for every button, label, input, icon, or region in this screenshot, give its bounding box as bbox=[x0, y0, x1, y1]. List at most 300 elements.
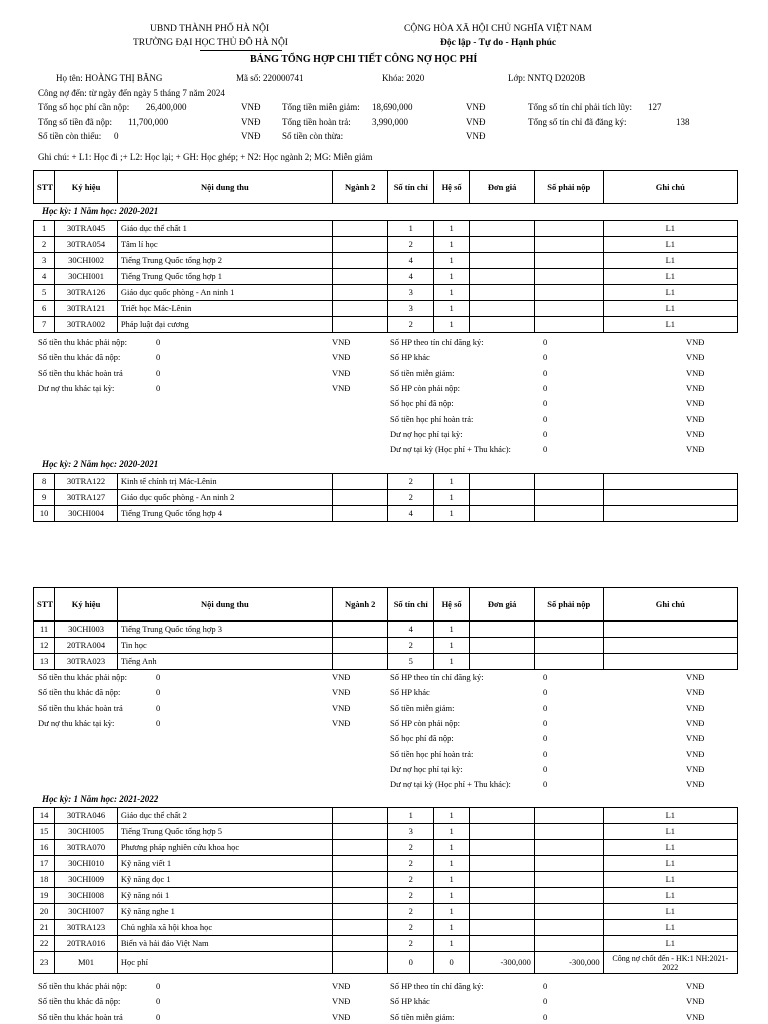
sum-value: 0 bbox=[543, 779, 548, 790]
table-cell: 2 bbox=[388, 920, 433, 936]
sum-label: Số HP khác bbox=[390, 996, 430, 1007]
table-cell bbox=[332, 317, 388, 333]
table-cell: 4 bbox=[34, 269, 55, 285]
vnd-unit: VNĐ bbox=[466, 131, 486, 141]
table-cell bbox=[470, 904, 535, 920]
column-header: STT bbox=[34, 588, 55, 621]
sum-label: Dư nợ tại kỳ (Học phí + Thu khác): bbox=[390, 779, 511, 790]
table-cell bbox=[534, 840, 603, 856]
table-cell: L1 bbox=[603, 317, 737, 333]
shortfall-label: Số tiền còn thiếu: bbox=[38, 131, 102, 141]
table-cell bbox=[603, 506, 737, 522]
table-cell: 1 bbox=[433, 936, 469, 952]
table-cell bbox=[470, 638, 535, 654]
student-id: Mã số: 220000741 bbox=[236, 73, 304, 83]
table-cell: Triết học Mác-Lênin bbox=[117, 301, 332, 317]
header-row bbox=[34, 588, 738, 621]
table-row bbox=[34, 490, 738, 506]
table-cell bbox=[332, 221, 388, 237]
table-cell: 1 bbox=[433, 824, 469, 840]
table-cell: 1 bbox=[433, 506, 469, 522]
exempt-value: 18,690,000 bbox=[372, 102, 413, 112]
fee-paid-value: 11,700,000 bbox=[128, 117, 169, 127]
table-cell bbox=[332, 824, 388, 840]
table-cell bbox=[534, 285, 603, 301]
sum-label: Dư nợ học phí tại kỳ: bbox=[390, 763, 463, 774]
table-cell: L1 bbox=[603, 285, 737, 301]
table-cell bbox=[470, 824, 535, 840]
table-cell: 30CHI005 bbox=[55, 824, 118, 840]
sum-label: Số HP khác bbox=[390, 352, 430, 363]
table-cell bbox=[332, 622, 388, 638]
table-row bbox=[34, 808, 738, 824]
table-cell: 0 bbox=[388, 952, 433, 974]
vnd-unit: VNĐ bbox=[686, 717, 705, 728]
page-title: BẢNG TỔNG HỢP CHI TIẾT CÔNG NỢ HỌC PHÍ bbox=[250, 54, 478, 65]
table-cell: 1 bbox=[433, 237, 469, 253]
sum-label: Dư nợ thu khác tại kỳ: bbox=[38, 382, 115, 393]
vnd-unit: VNĐ bbox=[686, 428, 705, 439]
table-cell: Tiếng Trung Quốc tổng hợp 1 bbox=[117, 269, 332, 285]
vnd-unit: VNĐ bbox=[466, 117, 486, 127]
fee-paid-label: Tổng số tiền đã nộp: bbox=[38, 117, 112, 127]
table-cell: 30TRA122 bbox=[55, 474, 118, 490]
table-cell: 2 bbox=[388, 872, 433, 888]
column-header: Đơn giá bbox=[470, 588, 535, 621]
table-row bbox=[34, 888, 738, 904]
table-cell: 30TRA127 bbox=[55, 490, 118, 506]
table-cell: 2 bbox=[388, 317, 433, 333]
debt-date: Công nợ đến: từ ngày đến ngày 5 tháng 7 năm 2024 bbox=[38, 88, 225, 98]
sum-value: 0 bbox=[156, 702, 161, 713]
sum-value: 0 bbox=[543, 733, 548, 744]
table-cell: Kinh tế chính trị Mác-Lênin bbox=[117, 474, 332, 490]
table-cell: 1 bbox=[433, 474, 469, 490]
sum-label: Số tiền miễn giảm: bbox=[390, 702, 455, 713]
table-row bbox=[34, 920, 738, 936]
table-row bbox=[34, 824, 738, 840]
column-header: Số phải nộp bbox=[534, 588, 603, 621]
table-cell: 1 bbox=[433, 808, 469, 824]
vnd-unit: VNĐ bbox=[332, 382, 351, 393]
table-cell bbox=[603, 654, 737, 670]
table-cell: L1 bbox=[603, 840, 737, 856]
table-cell: 1 bbox=[433, 872, 469, 888]
table-cell: 30CHI001 bbox=[55, 269, 118, 285]
table-cell: L1 bbox=[603, 936, 737, 952]
motto: Độc lập - Tự do - Hạnh phúc bbox=[440, 38, 557, 48]
table-cell bbox=[332, 936, 388, 952]
table-cell: 2 bbox=[388, 888, 433, 904]
vnd-unit: VNĐ bbox=[241, 131, 261, 141]
table-cell: Tiếng Anh bbox=[117, 654, 332, 670]
table-cell: 2 bbox=[34, 237, 55, 253]
sum-value: 0 bbox=[543, 672, 548, 682]
column-header: Nội dung thu bbox=[117, 171, 332, 204]
vnd-unit: VNĐ bbox=[686, 779, 705, 790]
table-row bbox=[34, 622, 738, 638]
table-cell: 16 bbox=[34, 840, 55, 856]
sum-label: Số tiền thu khác đã nộp: bbox=[38, 352, 121, 363]
table-cell bbox=[534, 506, 603, 522]
table-cell: 1 bbox=[433, 317, 469, 333]
table-cell bbox=[470, 301, 535, 317]
table-cell: 15 bbox=[34, 824, 55, 840]
table-row bbox=[34, 856, 738, 872]
table-cell: 12 bbox=[34, 638, 55, 654]
sum-value: 0 bbox=[156, 996, 161, 1007]
vnd-unit: VNĐ bbox=[332, 996, 351, 1007]
sum-value: 0 bbox=[156, 352, 161, 363]
table-cell: 30TRA046 bbox=[55, 808, 118, 824]
legend-note: Ghi chú: + L1: Học đi ;+ L2: Học lại; + GH: Học ghép; + N2: Học ngành 2; MG: Miễn giảm bbox=[38, 152, 373, 162]
table-cell bbox=[534, 301, 603, 317]
table-cell bbox=[534, 474, 603, 490]
credits-acc-value: 127 bbox=[648, 102, 662, 112]
vnd-unit: VNĐ bbox=[332, 672, 351, 682]
table-cell: L1 bbox=[603, 301, 737, 317]
header-left-rule bbox=[200, 50, 282, 51]
table-cell bbox=[470, 920, 535, 936]
table-cell bbox=[534, 622, 603, 638]
table-cell: 2 bbox=[388, 237, 433, 253]
table-cell bbox=[534, 936, 603, 952]
column-header: Đơn giá bbox=[470, 171, 535, 204]
table-cell bbox=[332, 506, 388, 522]
table-row bbox=[34, 237, 738, 253]
table-row bbox=[34, 285, 738, 301]
table-cell: 6 bbox=[34, 301, 55, 317]
table-cell bbox=[332, 840, 388, 856]
table-cell: 3 bbox=[388, 285, 433, 301]
vnd-unit: VNĐ bbox=[241, 102, 261, 112]
table-cell: 8 bbox=[34, 474, 55, 490]
sum-value: 0 bbox=[543, 687, 548, 698]
table-cell: Phương pháp nghiên cứu khoa học bbox=[117, 840, 332, 856]
table-cell: 19 bbox=[34, 888, 55, 904]
table-cell: Tiếng Trung Quốc tổng hợp 2 bbox=[117, 253, 332, 269]
sum-label: Số tiền miễn giảm: bbox=[390, 367, 455, 378]
vnd-unit: VNĐ bbox=[686, 413, 705, 424]
fee-due-label: Tổng số học phí cần nộp: bbox=[38, 102, 130, 112]
table-cell: L1 bbox=[603, 920, 737, 936]
credits-acc-label: Tổng số tín chỉ phải tích lũy: bbox=[528, 102, 632, 112]
table-cell: 1 bbox=[433, 285, 469, 301]
fee-due-value: 26,400,000 bbox=[146, 102, 187, 112]
column-header: STT bbox=[34, 171, 55, 204]
table-cell: Kỹ năng nghe 1 bbox=[117, 904, 332, 920]
table-cell: L1 bbox=[603, 888, 737, 904]
vnd-unit: VNĐ bbox=[686, 763, 705, 774]
table-cell bbox=[534, 253, 603, 269]
sum-label: Số HP theo tín chỉ đăng ký: bbox=[390, 981, 484, 991]
table-cell bbox=[534, 317, 603, 333]
table-cell: 10 bbox=[34, 506, 55, 522]
column-header: Hệ số bbox=[433, 588, 469, 621]
sum-label: Số học phí đã nộp: bbox=[390, 733, 454, 744]
semester-label: Học kỳ: 1 Năm học: 2020-2021 bbox=[42, 206, 159, 216]
table-row bbox=[34, 638, 738, 654]
table-cell: 23 bbox=[34, 952, 55, 974]
table-cell: -300,000 bbox=[534, 952, 603, 974]
table-cell: L1 bbox=[603, 808, 737, 824]
sum-label: Số tiền học phí hoàn trả: bbox=[390, 413, 474, 424]
table-cell: 30CHI010 bbox=[55, 856, 118, 872]
fee-table bbox=[33, 473, 738, 522]
sum-value: 0 bbox=[543, 428, 548, 439]
table-cell: Kỹ năng viết 1 bbox=[117, 856, 332, 872]
sum-value: 0 bbox=[543, 352, 548, 363]
table-cell bbox=[534, 237, 603, 253]
vnd-unit: VNĐ bbox=[241, 117, 261, 127]
table-cell bbox=[603, 490, 737, 506]
table-cell bbox=[534, 654, 603, 670]
table-cell: 30TRA045 bbox=[55, 221, 118, 237]
table-cell: Pháp luật đại cương bbox=[117, 317, 332, 333]
table-cell: 30TRA121 bbox=[55, 301, 118, 317]
sum-value: 0 bbox=[543, 413, 548, 424]
vnd-unit: VNĐ bbox=[332, 717, 351, 728]
column-header: Ngành 2 bbox=[332, 171, 388, 204]
vnd-unit: VNĐ bbox=[686, 1011, 705, 1022]
table-row bbox=[34, 269, 738, 285]
table-cell: 1 bbox=[433, 638, 469, 654]
table-cell: 20 bbox=[34, 904, 55, 920]
table-cell: 13 bbox=[34, 654, 55, 670]
table-cell: 3 bbox=[388, 824, 433, 840]
column-header: Hệ số bbox=[433, 171, 469, 204]
credits-reg-value: 138 bbox=[676, 117, 690, 127]
table-cell: L1 bbox=[603, 904, 737, 920]
table-cell bbox=[470, 872, 535, 888]
table-cell: 4 bbox=[388, 269, 433, 285]
vnd-unit: VNĐ bbox=[466, 102, 486, 112]
sum-value: 0 bbox=[543, 444, 548, 455]
table-cell: Tâm lí học bbox=[117, 237, 332, 253]
sum-label: Số tiền thu khác hoàn trả bbox=[38, 367, 123, 378]
sum-label: Số tiền thu khác phải nộp: bbox=[38, 337, 128, 347]
table-cell: 2 bbox=[388, 936, 433, 952]
table-cell: 2 bbox=[388, 840, 433, 856]
table-cell: Giáo dục quốc phòng - An ninh 2 bbox=[117, 490, 332, 506]
table-cell: 1 bbox=[433, 253, 469, 269]
sum-label: Số tiền thu khác đã nộp: bbox=[38, 687, 121, 698]
table-cell bbox=[470, 269, 535, 285]
table-cell bbox=[332, 638, 388, 654]
table-cell bbox=[534, 904, 603, 920]
vnd-unit: VNĐ bbox=[686, 981, 705, 991]
table-cell: 1 bbox=[388, 808, 433, 824]
column-header: Số phải nộp bbox=[534, 171, 603, 204]
sum-value: 0 bbox=[156, 687, 161, 698]
org-name: UBND THÀNH PHỐ HÀ NỘI bbox=[150, 24, 270, 34]
table-cell: Công nợ chốt đến - HK:1 NH:2021-2022 bbox=[603, 952, 737, 974]
table-cell: 30TRA054 bbox=[55, 237, 118, 253]
table-cell: 30CHI003 bbox=[55, 622, 118, 638]
table-cell bbox=[534, 872, 603, 888]
table-cell bbox=[534, 824, 603, 840]
table-cell: 1 bbox=[433, 920, 469, 936]
table-cell: Kỹ năng đọc 1 bbox=[117, 872, 332, 888]
table-cell bbox=[534, 856, 603, 872]
table-cell: 30TRA002 bbox=[55, 317, 118, 333]
vnd-unit: VNĐ bbox=[686, 398, 705, 409]
table-cell: 22 bbox=[34, 936, 55, 952]
column-header-table bbox=[33, 170, 738, 204]
table-cell bbox=[470, 654, 535, 670]
table-cell: 30TRA070 bbox=[55, 840, 118, 856]
sum-value: 0 bbox=[543, 748, 548, 759]
table-cell bbox=[534, 920, 603, 936]
table-row bbox=[34, 654, 738, 670]
sum-label: Số học phí đã nộp: bbox=[390, 398, 454, 409]
table-cell: 1 bbox=[433, 888, 469, 904]
table-cell: 11 bbox=[34, 622, 55, 638]
table-cell: 7 bbox=[34, 317, 55, 333]
vnd-unit: VNĐ bbox=[686, 444, 705, 455]
student-class: Lớp: NNTQ D2020B bbox=[508, 73, 586, 83]
table-row bbox=[34, 474, 738, 490]
sum-value: 0 bbox=[156, 367, 161, 378]
fee-table bbox=[33, 220, 738, 333]
table-cell: 30CHI002 bbox=[55, 253, 118, 269]
table-row bbox=[34, 872, 738, 888]
table-cell: 30TRA123 bbox=[55, 920, 118, 936]
table-cell bbox=[470, 490, 535, 506]
vnd-unit: VNĐ bbox=[686, 748, 705, 759]
table-row bbox=[34, 904, 738, 920]
table-cell bbox=[332, 490, 388, 506]
table-row bbox=[34, 317, 738, 333]
sum-value: 0 bbox=[156, 337, 161, 347]
sum-label: Dư nợ học phí tại kỳ: bbox=[390, 428, 463, 439]
table-cell: 20TRA016 bbox=[55, 936, 118, 952]
table-cell: 5 bbox=[388, 654, 433, 670]
sum-label: Số tiền thu khác phải nộp: bbox=[38, 672, 128, 682]
sum-label: Dư nợ tại kỳ (Học phí + Thu khác): bbox=[390, 444, 511, 455]
table-cell: 21 bbox=[34, 920, 55, 936]
table-cell: 30CHI008 bbox=[55, 888, 118, 904]
sum-value: 0 bbox=[543, 996, 548, 1007]
table-cell bbox=[603, 622, 737, 638]
table-cell bbox=[332, 474, 388, 490]
table-cell: Chủ nghĩa xã hội khoa học bbox=[117, 920, 332, 936]
table-cell: Giáo dục thể chất 2 bbox=[117, 808, 332, 824]
vnd-unit: VNĐ bbox=[686, 672, 705, 682]
table-cell: L1 bbox=[603, 872, 737, 888]
fee-table bbox=[33, 621, 738, 670]
sum-value: 0 bbox=[543, 717, 548, 728]
table-cell bbox=[534, 221, 603, 237]
sum-label: Số tiền thu khác hoàn trả bbox=[38, 1011, 123, 1022]
table-cell bbox=[332, 888, 388, 904]
table-cell: Tiếng Trung Quốc tổng hợp 4 bbox=[117, 506, 332, 522]
table-row bbox=[34, 936, 738, 952]
vnd-unit: VNĐ bbox=[332, 1011, 351, 1022]
table-cell: 20TRA004 bbox=[55, 638, 118, 654]
table-cell bbox=[470, 840, 535, 856]
table-cell: L1 bbox=[603, 824, 737, 840]
table-cell: L1 bbox=[603, 269, 737, 285]
vnd-unit: VNĐ bbox=[332, 981, 351, 991]
table-cell bbox=[470, 936, 535, 952]
column-header: Ký hiệu bbox=[55, 171, 118, 204]
table-cell: 5 bbox=[34, 285, 55, 301]
table-cell: 2 bbox=[388, 490, 433, 506]
table-cell bbox=[470, 622, 535, 638]
vnd-unit: VNĐ bbox=[686, 337, 705, 347]
table-cell bbox=[332, 269, 388, 285]
table-cell: Tin học bbox=[117, 638, 332, 654]
table-cell bbox=[603, 638, 737, 654]
vnd-unit: VNĐ bbox=[332, 337, 351, 347]
table-cell: 30CHI004 bbox=[55, 506, 118, 522]
table-cell: 30TRA023 bbox=[55, 654, 118, 670]
table-cell bbox=[332, 301, 388, 317]
table-row bbox=[34, 253, 738, 269]
column-header: Ghi chú bbox=[603, 588, 737, 621]
table-cell: 4 bbox=[388, 622, 433, 638]
semester-label: Học kỳ: 1 Năm học: 2021-2022 bbox=[42, 794, 159, 804]
sum-label: Dư nợ thu khác tại kỳ: bbox=[38, 717, 115, 728]
table-cell: 3 bbox=[388, 301, 433, 317]
sum-value: 0 bbox=[543, 702, 548, 713]
table-cell bbox=[470, 506, 535, 522]
semester-label: Học kỳ: 2 Năm học: 2020-2021 bbox=[42, 459, 159, 469]
table-row bbox=[34, 840, 738, 856]
table-cell: Tiếng Trung Quốc tổng hợp 5 bbox=[117, 824, 332, 840]
table-cell: 1 bbox=[433, 269, 469, 285]
table-cell: 1 bbox=[433, 856, 469, 872]
sum-label: Số HP còn phải nộp: bbox=[390, 382, 461, 393]
table-cell bbox=[470, 317, 535, 333]
sum-value: 0 bbox=[543, 382, 548, 393]
refund-label: Tổng tiền hoàn trả: bbox=[282, 117, 351, 127]
vnd-unit: VNĐ bbox=[686, 733, 705, 744]
column-header: Số tín chỉ bbox=[388, 588, 433, 621]
table-cell: L1 bbox=[603, 253, 737, 269]
sum-value: 0 bbox=[543, 1011, 548, 1022]
student-course: Khóa: 2020 bbox=[382, 73, 425, 83]
excess-label: Số tiền còn thừa: bbox=[282, 131, 344, 141]
table-cell: Học phí bbox=[117, 952, 332, 974]
sum-label: Số HP còn phải nộp: bbox=[390, 717, 461, 728]
sum-value: 0 bbox=[156, 672, 161, 682]
table-cell bbox=[470, 221, 535, 237]
table-cell: 17 bbox=[34, 856, 55, 872]
table-cell: 14 bbox=[34, 808, 55, 824]
sum-value: 0 bbox=[543, 398, 548, 409]
table-cell bbox=[603, 474, 737, 490]
table-cell: 4 bbox=[388, 506, 433, 522]
sum-label: Số tiền miễn giảm: bbox=[390, 1011, 455, 1022]
table-cell: 1 bbox=[433, 221, 469, 237]
vnd-unit: VNĐ bbox=[686, 367, 705, 378]
column-header: Ngành 2 bbox=[332, 588, 388, 621]
table-cell bbox=[534, 808, 603, 824]
table-cell bbox=[332, 654, 388, 670]
table-cell bbox=[332, 904, 388, 920]
table-cell: Kỹ năng nói 1 bbox=[117, 888, 332, 904]
sum-label: Số tiền thu khác hoàn trả bbox=[38, 702, 123, 713]
table-cell: 30CHI009 bbox=[55, 872, 118, 888]
table-cell: 1 bbox=[433, 840, 469, 856]
student-name: Họ tên: HOÀNG THỊ BĂNG bbox=[56, 73, 163, 83]
table-cell: 2 bbox=[388, 638, 433, 654]
table-cell: 1 bbox=[433, 301, 469, 317]
table-cell bbox=[470, 285, 535, 301]
vnd-unit: VNĐ bbox=[686, 687, 705, 698]
